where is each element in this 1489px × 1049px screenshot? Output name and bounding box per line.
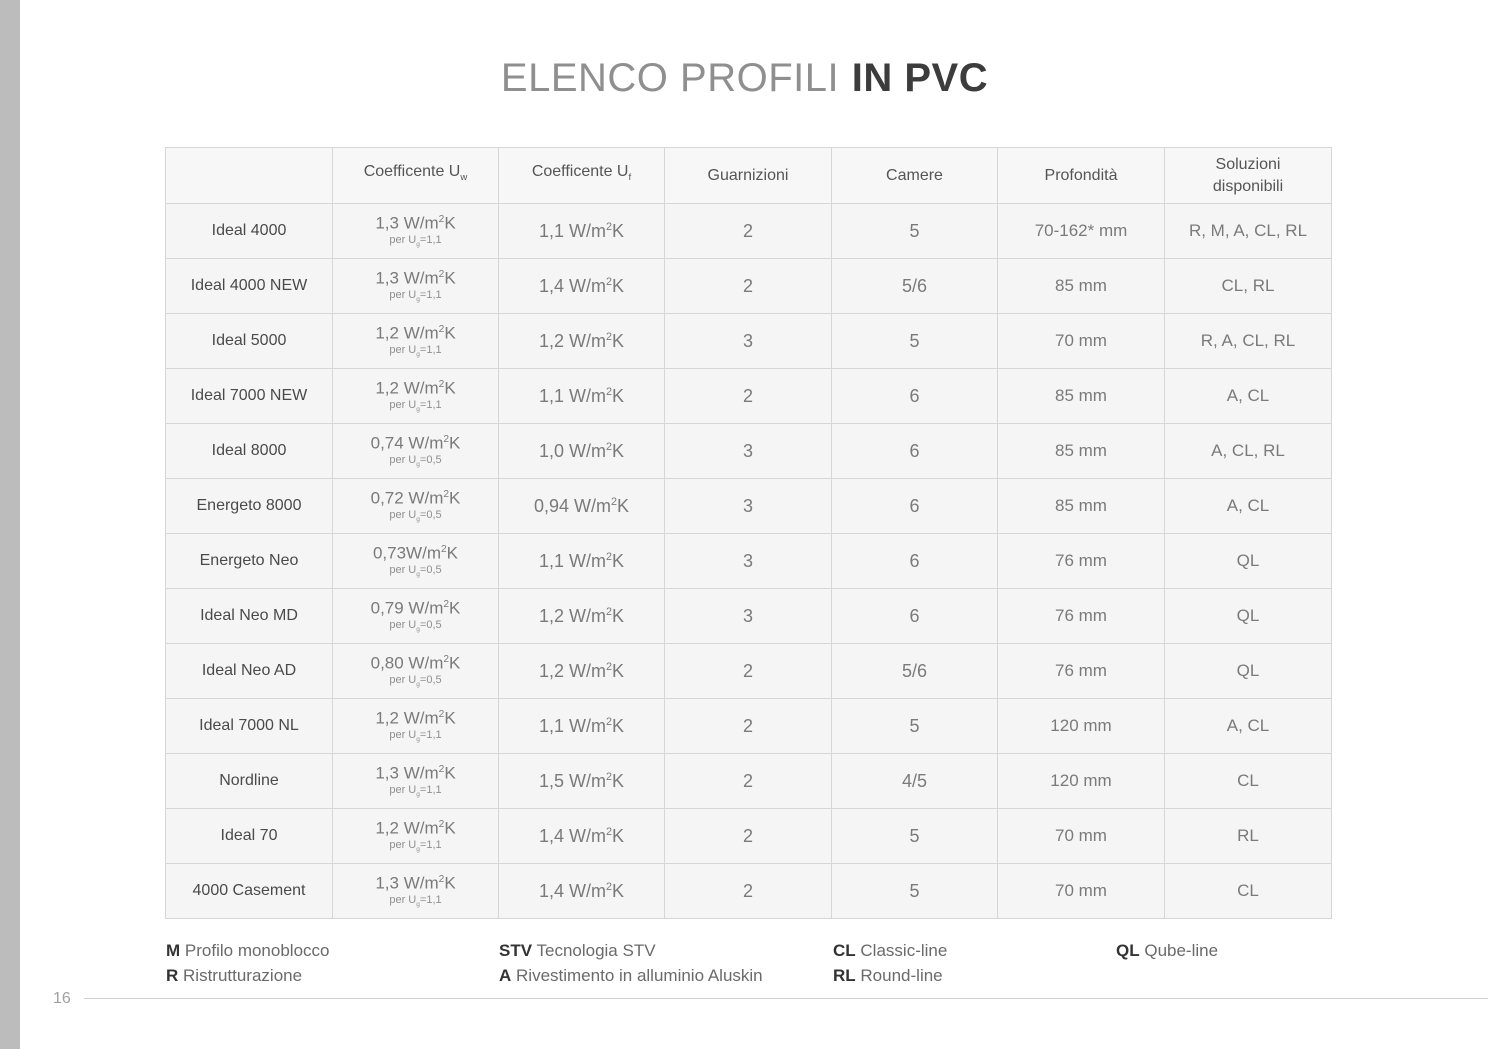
table-row [166, 644, 1332, 699]
guarnizioni-cell: 2 [665, 644, 832, 699]
camere-cell: 5 [832, 204, 998, 259]
legend-item: RL Round-line [833, 966, 943, 985]
uw-cell: 1,2 $W/m^2K$ per $U_g=1,1$ [333, 809, 499, 864]
page-edge-bar [0, 0, 20, 1049]
profile-name: Ideal 8000 [166, 424, 333, 479]
profile-name: 4000 Casement [166, 864, 333, 919]
uf-cell: 0,94 $W/m^2K$ [499, 479, 665, 534]
camere-cell: 5 [832, 314, 998, 369]
header-uw: Coefficente $U_w$ [333, 148, 499, 204]
profondita-cell: 85 mm [998, 259, 1165, 314]
table-row [166, 369, 1332, 424]
uw-cell: 1,3 $W/m^2K$ per $U_g=1,1$ [333, 204, 499, 259]
profondita-cell: 70 mm [998, 314, 1165, 369]
camere-cell: 6 [832, 589, 998, 644]
legend-item: CL Classic-line [833, 941, 948, 960]
uw-cell: 0,72 $W/m^2K$ per $U_g=0,5$ [333, 479, 499, 534]
header-row [166, 148, 1332, 204]
soluzioni-cell: A, CL, RL [1165, 424, 1332, 479]
uw-cell: 1,2 $W/m^2K$ per $U_g=1,1$ [333, 699, 499, 754]
table-row [166, 204, 1332, 259]
uf-cell: 1,1 $W/m^2K$ [499, 369, 665, 424]
uw-cell: 0,74 $W/m^2K$ per $U_g=0,5$ [333, 424, 499, 479]
legend-col-4 [1116, 938, 1218, 963]
profile-name: Ideal 7000 NL [166, 699, 333, 754]
profondita-cell: 120 mm [998, 754, 1165, 809]
profile-name: Ideal 70 [166, 809, 333, 864]
profondita-cell: 70-162* mm [998, 204, 1165, 259]
profondita-cell: 120 mm [998, 699, 1165, 754]
table-row [166, 479, 1332, 534]
profile-name: Energeto 8000 [166, 479, 333, 534]
uf-cell: 1,0 $W/m^2K$ [499, 424, 665, 479]
uw-cell: 1,2 $W/m^2K$ per $U_g=1,1$ [333, 314, 499, 369]
uf-cell: 1,5 $W/m^2K$ [499, 754, 665, 809]
legend-item: QL Qube-line [1116, 941, 1219, 960]
guarnizioni-cell: 2 [665, 754, 832, 809]
header-profondita: Profondità [998, 148, 1165, 204]
legend-item: R Ristrutturazione [166, 966, 303, 985]
soluzioni-cell: A, CL [1165, 699, 1332, 754]
legend-col-3 [833, 938, 947, 988]
profondita-cell: 85 mm [998, 369, 1165, 424]
camere-cell: 5/6 [832, 644, 998, 699]
profondita-cell: 85 mm [998, 479, 1165, 534]
uf-cell: 1,2 $W/m^2K$ [499, 314, 665, 369]
legend-item: A Rivestimento in alluminio Aluskin [499, 966, 763, 985]
legend-col-2 [499, 938, 763, 988]
camere-cell: 5/6 [832, 259, 998, 314]
uf-cell: 1,4 $W/m^2K$ [499, 809, 665, 864]
soluzioni-cell: QL [1165, 644, 1332, 699]
camere-cell: 5 [832, 864, 998, 919]
uf-cell: 1,1 $W/m^2K$ [499, 699, 665, 754]
guarnizioni-cell: 2 [665, 699, 832, 754]
header-camere: Camere [832, 148, 998, 204]
header-guarnizioni: Guarnizioni [665, 148, 832, 204]
legend-col-1 [166, 938, 329, 988]
header-uf: Coefficente $U_f$ [499, 148, 665, 204]
camere-cell: 5 [832, 809, 998, 864]
table-row [166, 589, 1332, 644]
profile-name: Ideal 4000 [166, 204, 333, 259]
profile-name: Ideal Neo MD [166, 589, 333, 644]
profondita-cell: 76 mm [998, 534, 1165, 589]
table-row [166, 809, 1332, 864]
uw-cell: 1,2 $W/m^2K$ per $U_g=1,1$ [333, 369, 499, 424]
uf-cell: 1,1 $W/m^2K$ [499, 534, 665, 589]
profondita-cell: 76 mm [998, 589, 1165, 644]
camere-cell: 5 [832, 699, 998, 754]
camere-cell: 6 [832, 369, 998, 424]
page-number: 16 [53, 990, 71, 1007]
uf-cell: 1,2 $W/m^2K$ [499, 589, 665, 644]
uw-cell: 1,3 $W/m^2K$ per $U_g=1,1$ [333, 754, 499, 809]
guarnizioni-cell: 2 [665, 204, 832, 259]
uf-cell: 1,1 $W/m^2K$ [499, 204, 665, 259]
profondita-cell: 70 mm [998, 864, 1165, 919]
guarnizioni-cell: 3 [665, 479, 832, 534]
soluzioni-cell: CL [1165, 864, 1332, 919]
guarnizioni-cell: 3 [665, 534, 832, 589]
profiles-table [165, 147, 1332, 919]
soluzioni-cell: CL [1165, 754, 1332, 809]
profondita-cell: 70 mm [998, 809, 1165, 864]
table-row [166, 699, 1332, 754]
profondita-cell: 85 mm [998, 424, 1165, 479]
guarnizioni-cell: 3 [665, 424, 832, 479]
camere-cell: 6 [832, 534, 998, 589]
soluzioni-cell: R, A, CL, RL [1165, 314, 1332, 369]
guarnizioni-cell: 2 [665, 864, 832, 919]
soluzioni-cell: RL [1165, 809, 1332, 864]
uw-cell: 1,3 $W/m^2K$ per $U_g=1,1$ [333, 259, 499, 314]
header-blank [166, 148, 333, 204]
soluzioni-cell: A, CL [1165, 479, 1332, 534]
profile-name: Ideal 4000 NEW [166, 259, 333, 314]
guarnizioni-cell: 2 [665, 259, 832, 314]
guarnizioni-cell: 2 [665, 809, 832, 864]
profile-name: Ideal 5000 [166, 314, 333, 369]
soluzioni-cell: A, CL [1165, 369, 1332, 424]
guarnizioni-cell: 3 [665, 589, 832, 644]
soluzioni-cell: R, M, A, CL, RL [1165, 204, 1332, 259]
footer-rule [84, 998, 1488, 999]
title-bold: IN PVC [851, 56, 989, 100]
legend-item: M Profilo monoblocco [166, 941, 330, 960]
title-light: ELENCO PROFILI [500, 56, 840, 100]
profile-name: Energeto Neo [166, 534, 333, 589]
table-row [166, 424, 1332, 479]
soluzioni-cell: QL [1165, 589, 1332, 644]
uf-cell: 1,2 $W/m^2K$ [499, 644, 665, 699]
profile-name: Ideal Neo AD [166, 644, 333, 699]
uf-cell: 1,4 $W/m^2K$ [499, 259, 665, 314]
uw-cell: 1,3 $W/m^2K$ per $U_g=1,1$ [333, 864, 499, 919]
camere-cell: 6 [832, 479, 998, 534]
camere-cell: 4/5 [832, 754, 998, 809]
camere-cell: 6 [832, 424, 998, 479]
profile-name: Nordline [166, 754, 333, 809]
legend-item: STV Tecnologia STV [499, 941, 656, 960]
uw-cell: 0,80 $W/m^2K$ per $U_g=0,5$ [333, 644, 499, 699]
table-row [166, 754, 1332, 809]
uw-cell: 0,79 $W/m^2K$ per $U_g=0,5$ [333, 589, 499, 644]
header-soluzioni: Soluzioni disponibili [1165, 148, 1332, 204]
page-title [20, 56, 1469, 101]
table-row [166, 314, 1332, 369]
profondita-cell: 76 mm [998, 644, 1165, 699]
profile-name: Ideal 7000 NEW [166, 369, 333, 424]
soluzioni-cell: CL, RL [1165, 259, 1332, 314]
uf-cell: 1,4 $W/m^2K$ [499, 864, 665, 919]
table-row [166, 259, 1332, 314]
uw-cell: $0,73W/m^2K$ per $U_g=0,5$ [333, 534, 499, 589]
guarnizioni-cell: 3 [665, 314, 832, 369]
table-row [166, 864, 1332, 919]
guarnizioni-cell: 2 [665, 369, 832, 424]
soluzioni-cell: QL [1165, 534, 1332, 589]
table-row [166, 534, 1332, 589]
